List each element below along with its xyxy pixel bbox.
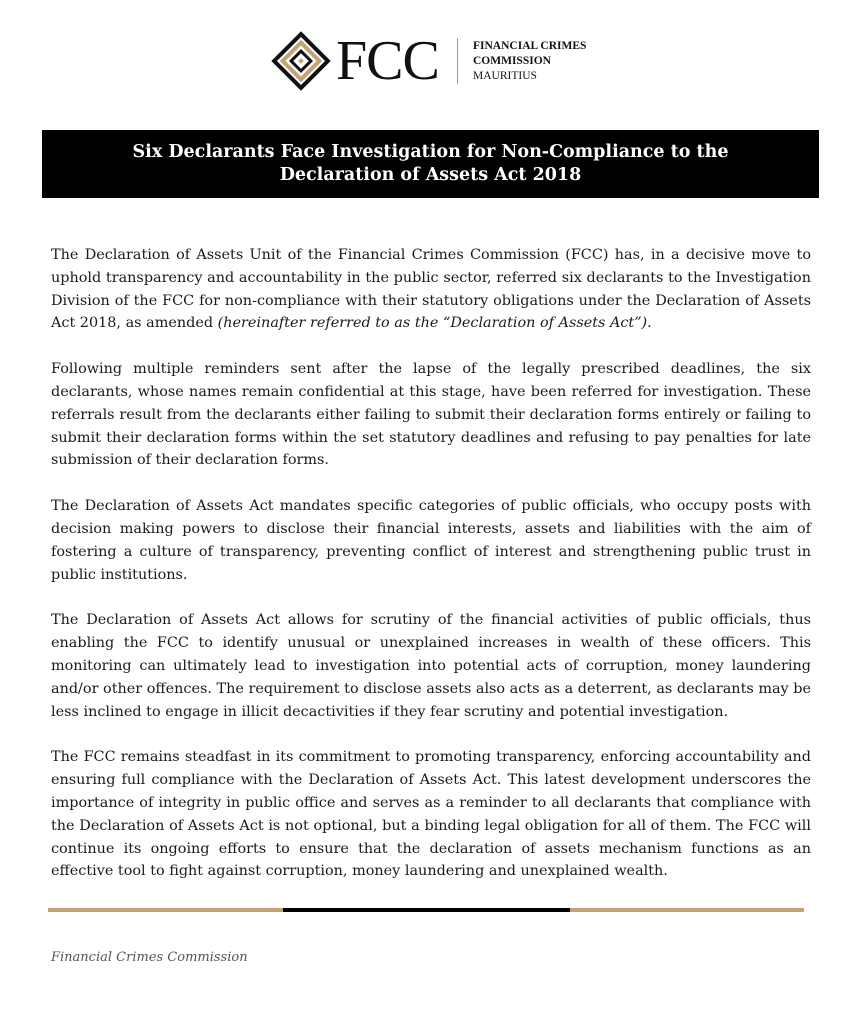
footer-divider (48, 908, 804, 912)
press-release-body (51, 244, 811, 906)
footer-text: Financial Crimes Commission (51, 950, 248, 965)
logo-letters: FCC (336, 30, 439, 92)
org-name-line1: FINANCIAL CRIMES (473, 40, 587, 52)
paragraph-4: The Declaration of Assets Act allows for scrutiny of the financial activities of public officials, thus enabling the FCC to identify unusual or unexplained increases in wealth of these officers. This monitoring can ultimately lead to investigation into potential acts of corruption, money laundering and/or other offences. The requirement to disclose assets also acts as a deterrent, as declarants may be less inclined to engage in illicit decactivities if they fear scrutiny and potential investigation. (51, 612, 811, 720)
fcc-diamond-logo-icon (270, 30, 332, 92)
paragraph-1-text: The Declaration of Assets Unit of the Financial Crimes Commission (FCC) has, in a decisive move to uphold transparency and accountability in the public sector, referred six declarants to the Investigation Division of the FCC for non-compliance with their statutory obligations under the Declaration of Assets Act 2018, as amended (51, 247, 811, 332)
org-name-line3: MAURITIUS (473, 70, 537, 82)
org-name-line2: COMMISSION (473, 55, 551, 67)
org-name (473, 39, 586, 84)
title-line-1: Six Declarants Face Investigation for Non-Compliance to the (132, 142, 729, 162)
paragraph-1-italic: (hereinafter referred to as the “Declaration of Assets Act”). (217, 315, 652, 332)
fcc-header (270, 30, 600, 92)
footer-divider-gold-right (570, 908, 804, 912)
press-release-title (42, 130, 819, 198)
footer-divider-black-center (283, 908, 570, 912)
paragraph-3: The Declaration of Assets Act mandates specific categories of public officials, who occupy posts with decision making powers to disclose their financial interests, assets and liabilities with the aim of fostering a culture of transparency, preventing conflict of interest and strengthening public trust in public institutions. (51, 498, 811, 583)
footer-divider-gold-left (48, 908, 283, 912)
title-line-2: Declaration of Assets Act 2018 (279, 165, 582, 185)
logo-divider (457, 38, 458, 84)
paragraph-1 (51, 244, 811, 335)
paragraph-2: Following multiple reminders sent after the lapse of the legally prescribed deadlines, the six declarants, whose names remain confidential at this stage, have been referred for investigation. These referrals result from the declarants either failing to submit their declaration forms entirely or failing to submit their declaration forms within the set statutory deadlines and refusing to pay penalties for late submission of their declaration forms. (51, 361, 811, 469)
paragraph-5: The FCC remains steadfast in its commitment to promoting transparency, enforcing accountability and ensuring full compliance with the Declaration of Assets Act. This latest development underscores the importance of integrity in public office and serves as a reminder to all declarants that compliance with the Declaration of Assets Act is not optional, but a binding legal obligation for all of them. The FCC will continue its ongoing efforts to ensure that the declaration of assets mechanism functions as an effective tool to fight against corruption, money laundering and unexplained wealth. (51, 749, 811, 880)
